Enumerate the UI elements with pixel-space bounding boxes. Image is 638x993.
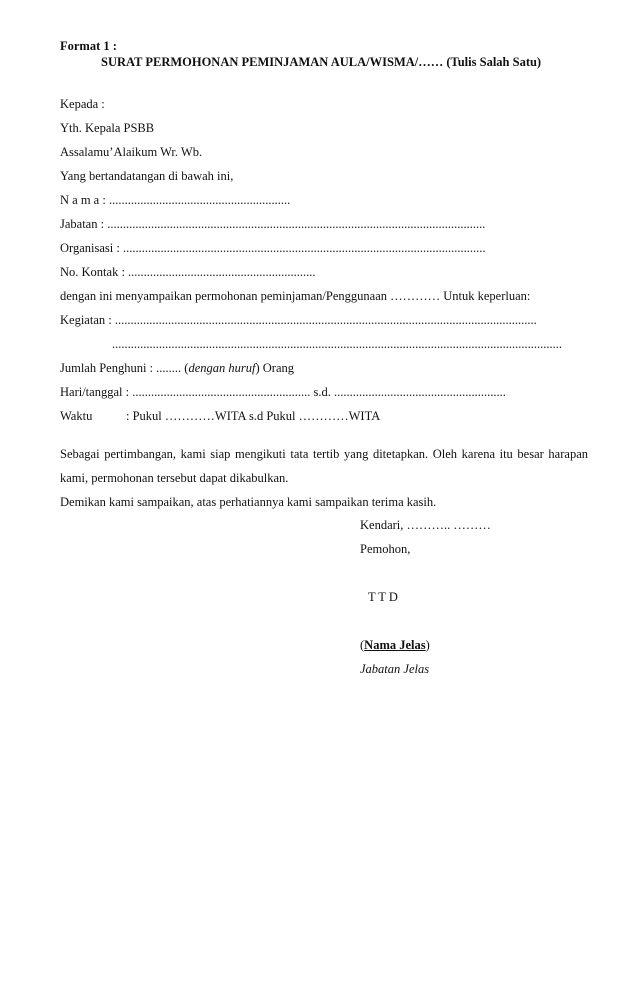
paren-open: ( [360,638,365,652]
jabatan-jelas: Jabatan Jelas [360,662,430,676]
kontak-field: No. Kontak : ............................................................ [60,265,316,279]
kegiatan-field: Kegiatan : ....................................................................................................................................... [60,313,537,327]
consideration-line-1: Sebagai pertimbangan, kami siap mengikuti tata tertib yang ditetapkan. Oleh karena itu besar harapan [60,447,588,461]
pemohon-label: Pemohon, [360,542,411,556]
jumlah-italic: dengan huruf [188,361,256,375]
intro-line: Yang bertandatangan di bawah ini, [60,169,234,183]
format-label: Format 1 : [60,39,117,53]
waktu-label: Waktu [60,409,93,423]
nama-field: N a m a : .......................................................... [60,193,291,207]
paren-close: ) [425,638,430,652]
waktu-value: : Pukul …………WITA s.d Pukul …………WITA [126,409,381,423]
letter-title: SURAT PERMOHONAN PEMINJAMAN AULA/WISMA/…… (Tulis Salah Satu) [101,55,542,69]
kegiatan-continuation: ................................................................................................................................................ [112,337,562,351]
jumlah-suffix: ) Orang [255,361,295,375]
recipient-line: Yth. Kepala PSBB [60,121,155,135]
place-date-line: Kendari, ……….. ……… [360,518,491,532]
consideration-line-2: kami, permohonan tersebut dapat dikabulkan. [60,471,289,485]
closing-line: Demikan kami sampaikan, atas perhatiannya kami sampaikan terima kasih. [60,495,437,509]
nama-jelas: Nama Jelas [364,638,426,652]
greeting-line: Assalamu’Alaikum Wr. Wb. [60,145,203,159]
jabatan-field: Jabatan : ......................................................................................................................... [60,217,486,231]
request-line: dengan ini menyampaikan permohonan peminjaman/Penggunaan ………… Untuk keperluan: [60,289,531,303]
signature-placeholder: T T D [368,590,398,604]
jumlah-prefix: Jumlah Penghuni : ........ ( [60,361,189,375]
organisasi-field: Organisasi : .................................................................................................................... [60,241,486,255]
kepada-line: Kepada : [60,97,105,111]
jumlah-penghuni-line [60,360,294,376]
hari-tanggal-field: Hari/tanggal : ......................................................... s.d. ....................................................... [60,385,506,399]
nama-jelas-line [360,637,430,653]
